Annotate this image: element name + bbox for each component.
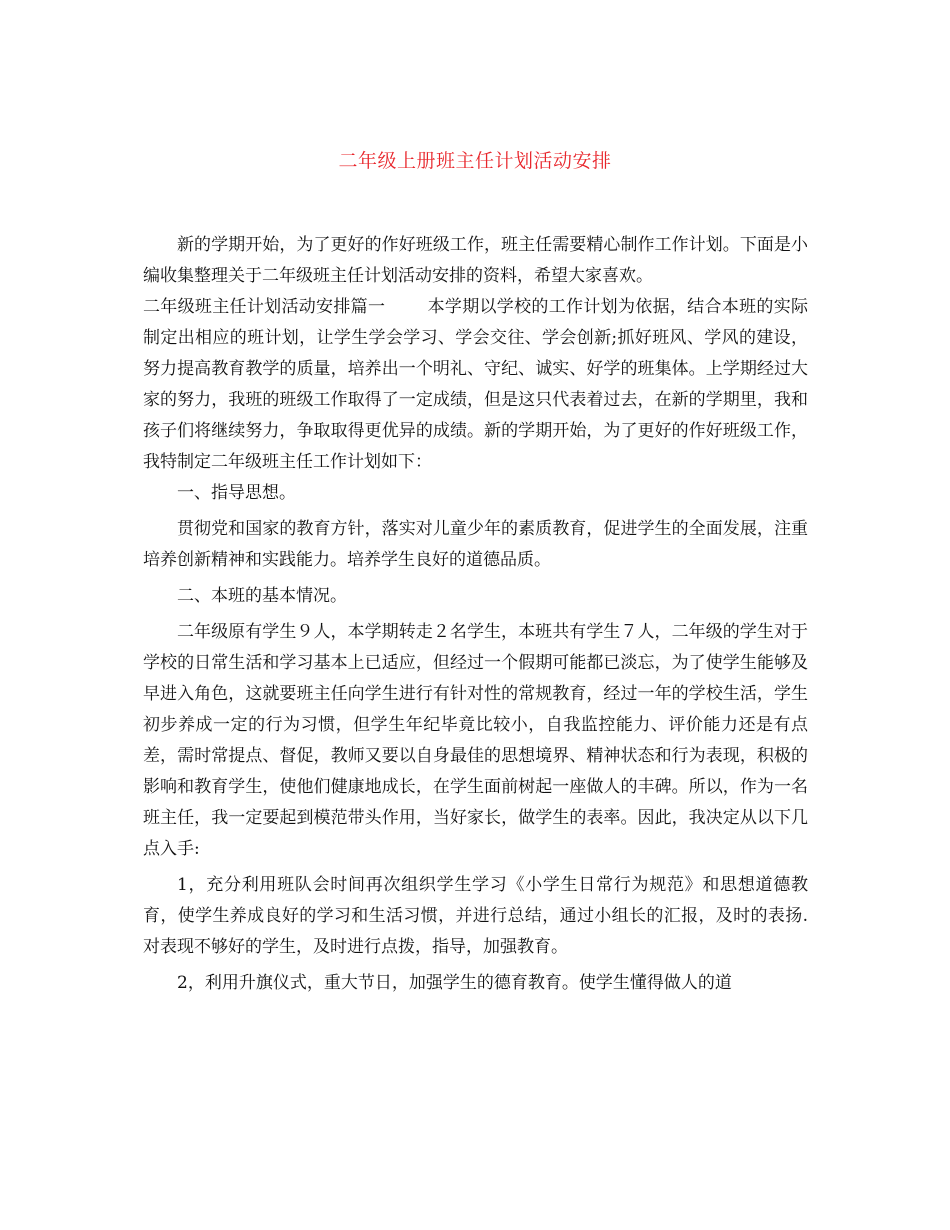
paragraph-intro: 新的学期开始，为了更好的作好班级工作，班主任需要精心制作工作计划。下面是小编收集整理关于二年级班主任计划活动安排的资料，希望大家喜欢。 xyxy=(143,235,808,286)
section-one-text: 本学期以学校的工作计划为依据，结合本班的实际制定出相应的班计划，让学生学会学习、学会交往、学会创新;抓好班风、学风的建设，努力提高教育教学的质量，培养出一个明礼、守纪、诚实、好学的班集体。上学期经过大家的努力，我班的班级工作取得了一定成绩，但是这只代表着过去，在新的学期里，我和孩子们将继续努力，争取取得更优异的成绩。新的学期开始，为了更好的作好班级工作，我特制定二年级班主任工作计划如下： xyxy=(143,297,809,472)
paragraph-heading-basic: 二、本班的基本情况。 xyxy=(177,586,347,606)
paragraph-item-2: 2，利用升旗仪式，重大节日，加强学生的德育教育。使学生懂得做人的道 xyxy=(177,973,732,993)
paragraph-basic-text: 二年级原有学生９人，本学期转走２名学生，本班共有学生７人，二年级的学生对于学校的日常生活和学习基本上已适应，但经过一个假期可能都已淡忘，为了使学生能够及早进入角色，这就要班主任向学生进行有针对性的常规教育，经过一年的学校生活，学生初步养成一定的行为习惯，但学生年纪毕竟比较小，自我监控能力、评价能力还是有点差，需时常提点、督促，教师又要以自身最佳的思想境界、精神状态和行为表现，积极的影响和教育学生，使他们健康地成长，在学生面前树起一座做人的丰碑。所以，作为一名班主任，我一定要起到模范带头作用，当好家长，做学生的表率。因此，我决定从以下几点入手: xyxy=(143,622,808,859)
paragraph-guiding-text: 贯彻党和国家的教育方针，落实对儿童少年的素质教育，促进学生的全面发展，注重培养创新精神和实践能力。培养学生良好的道德品质。 xyxy=(143,519,808,570)
document-body xyxy=(143,230,808,1004)
paragraph-item-1: 1，充分利用班队会时间再次组织学生学习《小学生日常行为规范》和思想道德教育，使学生养成良好的学习和生活习惯，并进行总结，通过小组长的汇报，及时的表扬.对表现不够好的学生，及时进行点拨，指导，加强教育。 xyxy=(143,875,808,957)
section-heading: 二年级班主任计划活动安排篇一 xyxy=(143,297,386,317)
paragraph-section-one xyxy=(143,292,808,478)
paragraph-heading-guiding: 一、指导思想。 xyxy=(177,483,296,503)
document-title: 二年级上册班主任计划活动安排 xyxy=(338,150,612,172)
